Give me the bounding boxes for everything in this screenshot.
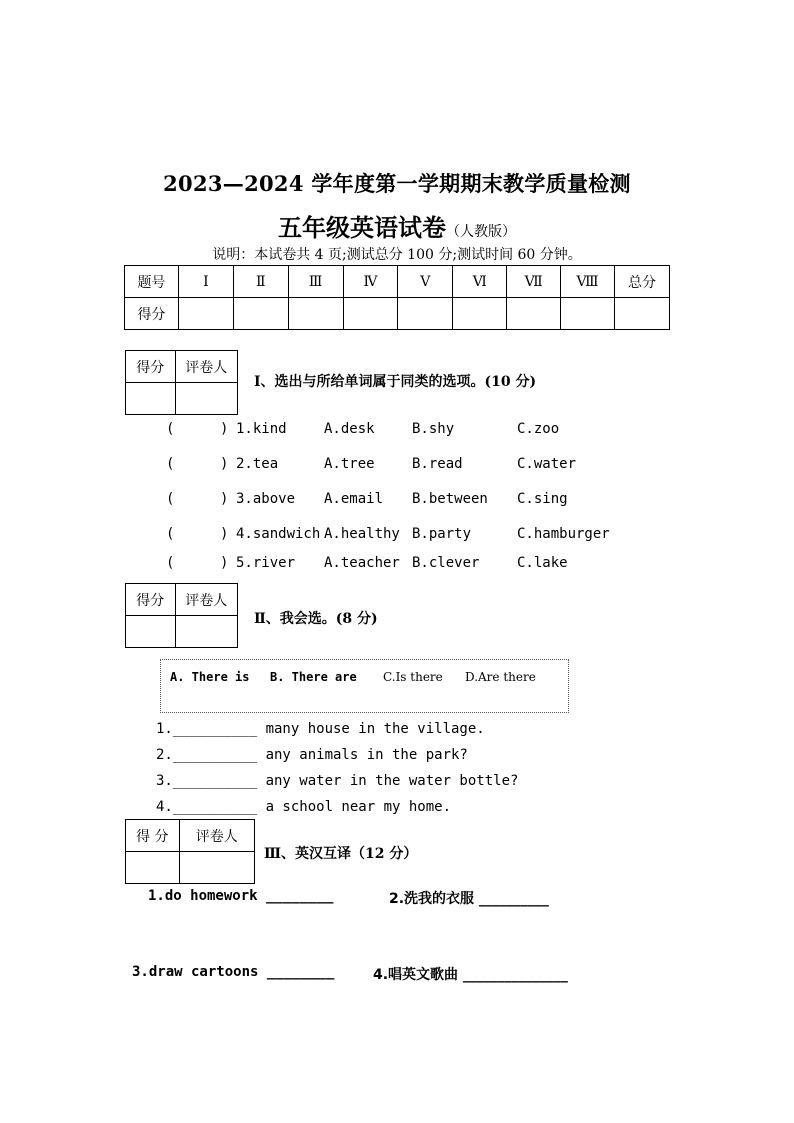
exam-main-title: 五年级英语试卷 (278, 213, 446, 242)
score-blank-cell[interactable] (615, 298, 670, 330)
exam-title: 2023—2024 学年度第一学期期末教学质量检测 (163, 171, 631, 196)
grader-box-section3 (125, 819, 255, 884)
exam-instructions: 说明：本试卷共 4 页;测试总分 100 分;测试时间 60 分钟。 (212, 247, 582, 263)
answer-bracket-open: ( (166, 526, 175, 542)
score-table-cell: Ⅱ (233, 266, 288, 298)
score-table-cell: Ⅴ (398, 266, 453, 298)
section1-title: Ⅰ、选出与所给单词属于同类的选项。(10 分) (254, 374, 537, 390)
score-table-cell: Ⅶ (507, 266, 561, 298)
score-blank-cell[interactable] (453, 298, 507, 330)
score-blank-cell[interactable] (233, 298, 288, 330)
option-c: C.water (517, 456, 577, 472)
grader-name-blank[interactable] (175, 383, 237, 415)
grader-score-blank[interactable] (126, 852, 180, 884)
grader-box-section1 (125, 350, 238, 415)
option-b: B.clever (412, 555, 480, 571)
fill-blank-question[interactable]: 2.__________ any animals in the park? (156, 747, 468, 763)
grader-score-label: 得分 (126, 584, 176, 616)
score-table-cell: 题号 (125, 266, 179, 298)
score-table-header-row (125, 266, 670, 298)
grader-name-blank[interactable] (179, 852, 254, 884)
grader-name-label: 评卷人 (179, 820, 254, 852)
options-box (160, 659, 569, 713)
score-table-score-row (125, 298, 670, 330)
score-blank-cell[interactable] (178, 298, 233, 330)
choice-option-b: B. There are (270, 670, 357, 684)
question-word: 3.above (236, 491, 296, 507)
grader-score-blank[interactable] (126, 616, 176, 648)
choice-option-a: A. There is (170, 670, 250, 684)
grader-box-section2 (125, 583, 238, 648)
option-c: C.sing (517, 491, 568, 507)
answer-bracket-open: ( (166, 491, 175, 507)
fill-blank-question[interactable]: 1.__________ many house in the village. (156, 721, 485, 737)
question-word: 4.sandwich (236, 526, 321, 542)
translation-item[interactable]: 4.唱英文歌曲 _______________ (373, 967, 568, 983)
score-table-cell: Ⅵ (453, 266, 507, 298)
option-b: B.party (412, 526, 472, 542)
score-table-cell: 总分 (615, 266, 670, 298)
fill-blank-question[interactable]: 3.__________ any water in the water bottle? (156, 773, 519, 789)
exam-edition: （人教版） (446, 224, 516, 240)
option-b: B.read (412, 456, 463, 472)
option-b: B.between (412, 491, 488, 507)
section3-title: Ⅲ、英汉互译（12 分） (264, 846, 418, 862)
score-table-cell: Ⅳ (343, 266, 398, 298)
grader-score-blank[interactable] (126, 383, 176, 415)
score-blank-cell[interactable] (561, 298, 615, 330)
question-word: 5.river (236, 555, 296, 571)
answer-bracket-open: ( (166, 421, 175, 437)
option-a: A.healthy (324, 526, 400, 542)
option-a: A.email (324, 491, 384, 507)
translation-item[interactable]: 2.洗我的衣服 __________ (389, 891, 549, 907)
score-table (124, 265, 670, 330)
question-word: 1.kind (236, 421, 287, 437)
grader-name-label: 评卷人 (175, 584, 237, 616)
option-a: A.teacher (324, 555, 400, 571)
option-c: C.zoo (517, 421, 560, 437)
translation-item[interactable]: 3.draw cartoons ________ (132, 964, 335, 980)
option-c: C.hamburger (517, 526, 610, 542)
score-table-cell: Ⅰ (178, 266, 233, 298)
fill-blank-question[interactable]: 4.__________ a school near my home. (156, 799, 452, 815)
option-c: C.lake (517, 555, 568, 571)
grader-name-label: 评卷人 (175, 351, 237, 383)
option-a: A.tree (324, 456, 375, 472)
answer-bracket-close[interactable]: ) (220, 555, 229, 571)
option-b: B.shy (412, 421, 455, 437)
score-blank-cell[interactable] (288, 298, 343, 330)
score-blank-cell[interactable] (398, 298, 453, 330)
exam-subtitle (0, 208, 794, 243)
section2-title: Ⅱ、我会选。(8 分) (254, 611, 378, 627)
grader-name-blank[interactable] (175, 616, 237, 648)
question-word: 2.tea (236, 456, 279, 472)
score-table-cell: Ⅷ (561, 266, 615, 298)
score-table-cell: Ⅲ (288, 266, 343, 298)
answer-bracket-open: ( (166, 555, 175, 571)
option-a: A.desk (324, 421, 375, 437)
answer-bracket-close[interactable]: ) (220, 456, 229, 472)
score-table-cell: 得分 (125, 298, 179, 330)
answer-bracket-close[interactable]: ) (220, 421, 229, 437)
choice-option-d: D.Are there (465, 670, 536, 684)
score-blank-cell[interactable] (507, 298, 561, 330)
answer-bracket-open: ( (166, 456, 175, 472)
score-blank-cell[interactable] (343, 298, 398, 330)
grader-score-label: 得分 (126, 351, 176, 383)
answer-bracket-close[interactable]: ) (220, 491, 229, 507)
grader-score-label: 得 分 (126, 820, 180, 852)
translation-item[interactable]: 1.do homework ________ (148, 888, 334, 904)
answer-bracket-close[interactable]: ) (220, 526, 229, 542)
choice-option-c: C.Is there (383, 670, 443, 684)
